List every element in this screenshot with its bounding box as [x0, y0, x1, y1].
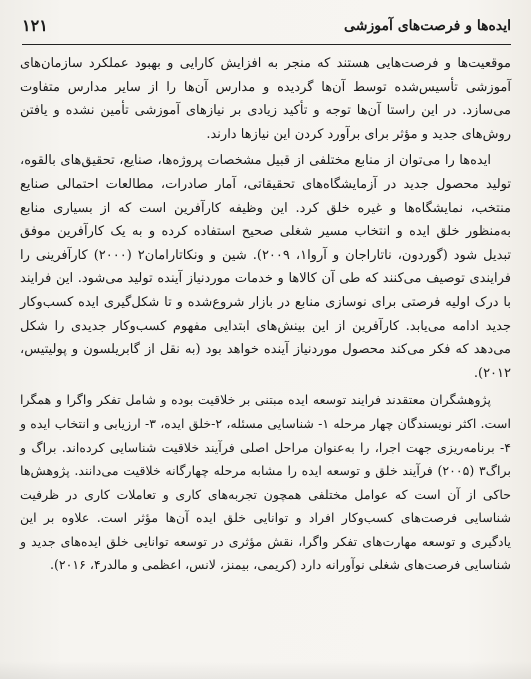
paragraph-1: موقعیت‌ها و فرصت‌هایی هستند که منجر به افزایش کارایی و بهبود عملکرد سازمان‌های آموزشی تأسیس‌شده توسط آن‌ها گردیده و مدارس آن‌ها را از سایر مدارس متفاوت می‌سازد. در این راستا آن‌ها توجه و تأکید زیادی بر نیازهای آموزشی تأمین نشده و یافتن روش‌های جدید و مؤثر برای برآورد کردن این نیازها دارند. — [20, 56, 511, 142]
paragraph-2: ایده‌ها را می‌توان از منابع مختلفی از قبیل مشخصات پروژه‌ها، صنایع، تحقیق‌های بالقوه، تولید محصول جدید در آزمایشگاه‌های تحقیقاتی، آمار صادرات، مطالعات احتمالی صنایع منتخب، نمایشگاه‌ها و غیره خلق کرد. این وظیفه کارآفرین است که از بسیاری منابع به‌منظور خلق ایده و انتخاب مسیر شغلی صحیح استفاده کرده و به یک کارآفرین موفق تبدیل شود (گوردون، ناتاراجان و آروا۱، ۲۰۰۹). شین و ونکاتارامان۲ (۲۰۰۰) کارآفرینی را فرایندی توصیف می‌کنند که طی آن کالاها و خدمات موردنیاز آینده تولید می‌شود. این فرایند با درک اولیه فرصتی برای نوسازی منابع در بازار شروع‌شده و تا شکل‌گیری ایده کسب‌وکار جدید ادامه می‌یابد. کارآفرین از این بینش‌های ابتدایی مفهوم کسب‌وکار جدیدی را شکل می‌دهد که فکر می‌کند محصول موردنیاز آینده خواهد بود (به نقل از گابریلسون و پولیتیس، ۲۰۱۲). — [20, 153, 511, 381]
page-body — [20, 52, 511, 577]
page-bottom-shadow — [0, 661, 531, 679]
paragraph-3: پژوهشگران معتقدند فرایند توسعه ایده مبتنی بر خلاقیت بوده و شامل تفکر واگرا و همگرا است. اکثر نویسندگان چهار مرحله ۱- شناسایی مسئله، ۲-خلق ایده، ۳- ارزیابی و انتخاب ایده و ۴- برنامه‌ریزی جهت اجرا، را به‌عنوان مراحل اصلی فرآیند خلاقیت شناسایی کرده‌اند. براگ و براگ۳ (۲۰۰۵) فرآیند خلق و توسعه ایده را مشابه مرحله چهارگانه خلاقیت می‌دانند. پژوهش‌ها حاکی از آن است که عوامل مختلفی همچون تجربه‌های کاری و تعاملات کاری در ظرفیت شناسایی فرصت‌های کسب‌وکار افراد و توانایی خلق ایده آن‌ها مؤثر است. علاوه بر این یادگیری و توسعه مهارت‌های تفکر واگرا، نقش مؤثری در توسعه توانایی خلق ایده‌های جدید و شناسایی فرصت‌های شغلی نوآورانه دارد (کریمی، بیمنز، لانس، اعظمی و مالدر۴، ۲۰۱۶). — [20, 392, 511, 573]
chapter-title: ایده‌ها و فرصت‌های آموزشی — [344, 18, 511, 34]
page-number: ۱۲۱ — [22, 16, 48, 35]
header-divider — [22, 44, 511, 45]
running-header — [22, 14, 511, 40]
